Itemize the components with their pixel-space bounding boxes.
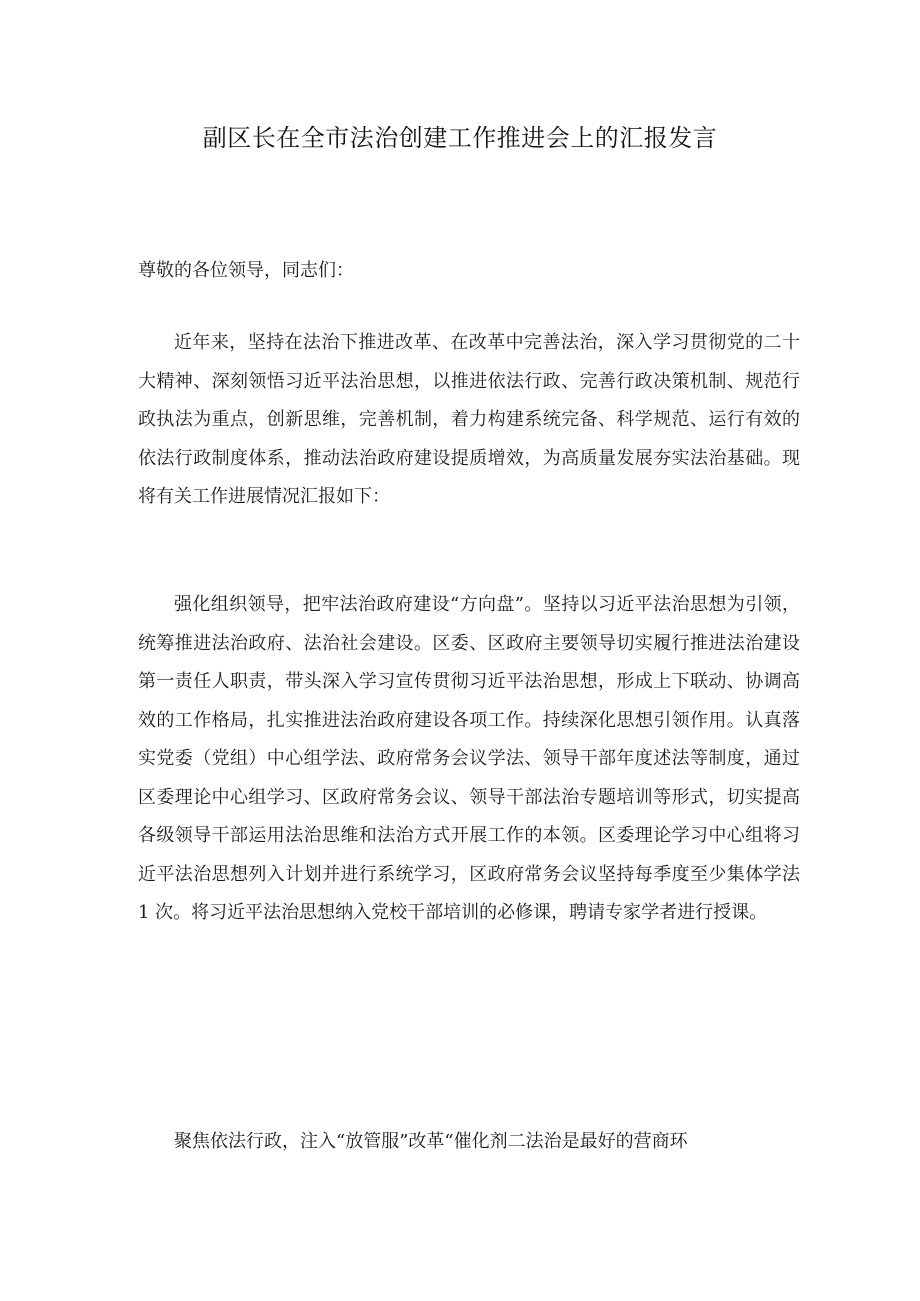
paragraph-law-based-administration: 聚焦依法行政，注入“放管服”改革“催化剂二法治是最好的营商环 xyxy=(174,1131,688,1152)
paragraph-organization-leadership: 强化组织领导，把牢法治政府建设“方向盘”。坚持以习近平法治思想为引领，统筹推进法治政府、法治社会建设。区委、区政府主要领导切实履行推进法治建设第一责任人职责，带头深入学习宣传贯彻习近平法治思想，形成上下联动、协调高效的工作格局，扎实推进法治政府建设各项工作。持续深化思想引领作用。认真落实党委（党组）中心组学法、政府常务会议学法、领导干部年度述法等制度，通过区委理论中心组学习、区政府常务会议、领导干部法治专题培训等形式，切实提高各级领导干部运用法治思维和法治方式开展工作的本领。区委理论学习中心组将习近平法治思想列入计划并进行系统学习，区政府常务会议坚持每季度至少集体学法 1 次。将习近平法治思想纳入党校干部培训的必修课，聘请专家学者进行授课。 xyxy=(138,594,800,923)
salutation: 尊敬的各位领导，同志们： xyxy=(138,260,354,281)
document-title: 副区长在全市法治创建工作推进会上的汇报发言 xyxy=(202,124,718,152)
paragraph-intro: 近年来，坚持在法治下推进改革、在改革中完善法治，深入学习贯彻党的二十大精神、深刻领悟习近平法治思想，以推进依法行政、完善行政决策机制、规范行政执法为重点，创新思维，完善机制，着力构建系统完备、科学规范、运行有效的依法行政制度体系，推动法治政府建设提质增效，为高质量发展夯实法治基础。现将有关工作进展情况汇报如下： xyxy=(138,332,800,507)
